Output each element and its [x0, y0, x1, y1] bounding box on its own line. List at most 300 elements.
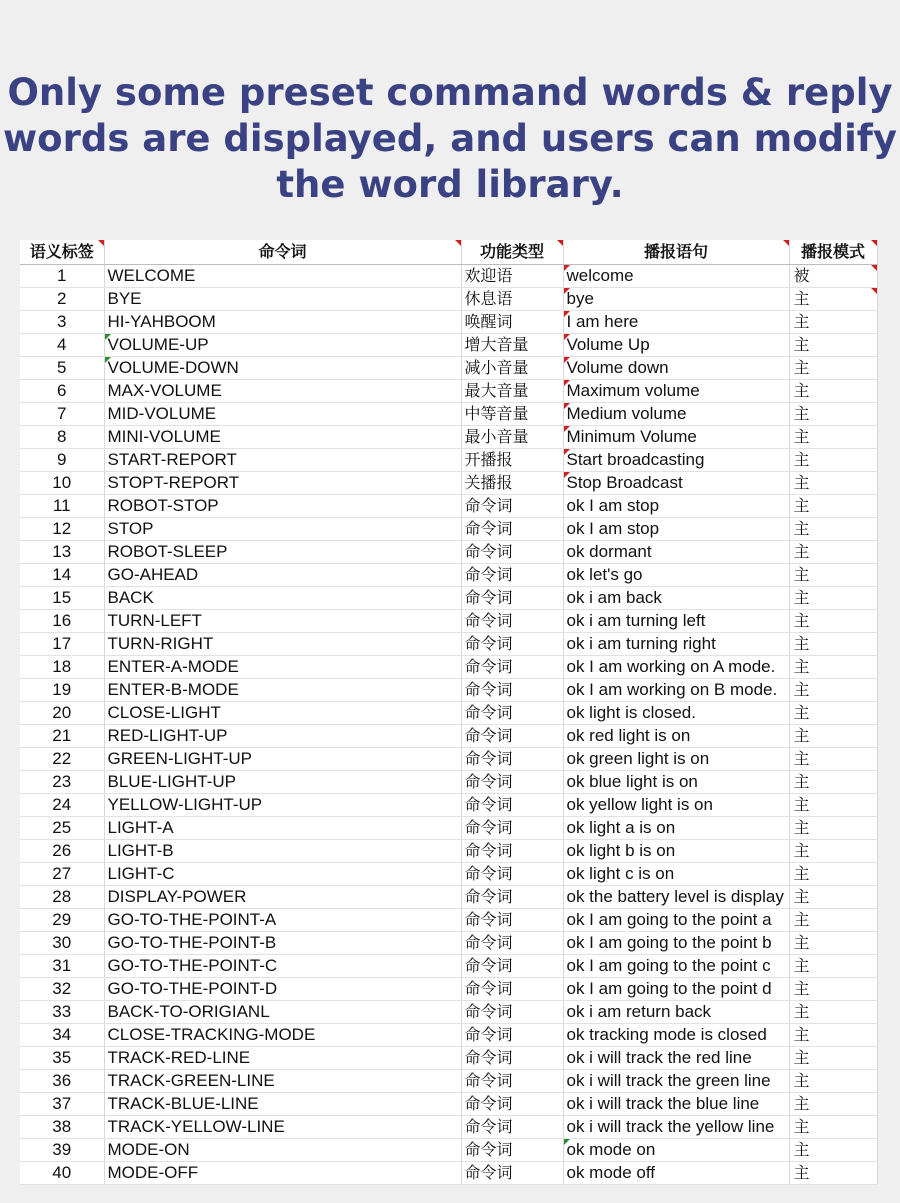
row-index[interactable] — [20, 1162, 104, 1185]
row-index[interactable] — [20, 449, 104, 472]
broadcast-phrase-cell[interactable] — [563, 1116, 789, 1139]
cell-text: 37 — [52, 1094, 72, 1113]
broadcast-mode-cell[interactable] — [789, 932, 877, 955]
row-index[interactable] — [20, 725, 104, 748]
cell-text: START-REPORT — [107, 450, 237, 469]
cell-text: 休息语 — [464, 289, 513, 308]
command-word-cell[interactable] — [104, 541, 461, 564]
broadcast-phrase-cell[interactable] — [563, 311, 789, 334]
row-index[interactable] — [20, 587, 104, 610]
table-row — [20, 725, 877, 748]
table-row — [20, 633, 877, 656]
broadcast-mode-cell[interactable] — [789, 1024, 877, 1047]
cell-text: 26 — [52, 841, 72, 860]
cell-text: 主 — [793, 611, 810, 630]
broadcast-phrase-cell[interactable] — [563, 794, 789, 817]
cell-text: TRACK-BLUE-LINE — [107, 1094, 259, 1113]
function-type-cell[interactable] — [461, 771, 563, 794]
command-word-cell[interactable] — [104, 587, 461, 610]
command-word-cell[interactable] — [104, 449, 461, 472]
broadcast-phrase-cell[interactable] — [563, 403, 789, 426]
command-word-cell[interactable] — [104, 978, 461, 1001]
cell-text: 主 — [793, 749, 810, 768]
table-row — [20, 495, 877, 518]
row-index[interactable] — [20, 357, 104, 380]
broadcast-phrase-cell[interactable] — [563, 840, 789, 863]
command-word-cell[interactable] — [104, 495, 461, 518]
function-type-cell[interactable] — [461, 334, 563, 357]
function-type-cell[interactable] — [461, 909, 563, 932]
broadcast-mode-cell[interactable] — [789, 311, 877, 334]
cell-text: BYE — [107, 289, 142, 308]
headline-line-3: the word library. — [276, 163, 624, 206]
cell-text: 主 — [793, 358, 810, 377]
broadcast-mode-cell[interactable] — [789, 472, 877, 495]
broadcast-mode-cell[interactable] — [789, 380, 877, 403]
command-word-cell[interactable] — [104, 564, 461, 587]
row-index[interactable] — [20, 656, 104, 679]
command-word-cell[interactable] — [104, 311, 461, 334]
broadcast-mode-cell[interactable] — [789, 564, 877, 587]
row-index[interactable] — [20, 886, 104, 909]
command-word-cell[interactable] — [104, 265, 461, 288]
broadcast-phrase-cell[interactable] — [563, 817, 789, 840]
broadcast-mode-cell[interactable] — [789, 702, 877, 725]
command-word-cell[interactable] — [104, 886, 461, 909]
cell-text: 21 — [52, 726, 72, 745]
function-type-cell[interactable] — [461, 357, 563, 380]
command-word-cell[interactable] — [104, 357, 461, 380]
cell-text: 8 — [57, 427, 67, 446]
broadcast-phrase-cell[interactable] — [563, 472, 789, 495]
function-type-cell[interactable] — [461, 656, 563, 679]
header-function-type[interactable]: 功能类型 — [461, 240, 563, 265]
cell-text: 12 — [52, 519, 72, 538]
broadcast-mode-cell[interactable] — [789, 541, 877, 564]
row-index[interactable] — [20, 380, 104, 403]
broadcast-mode-cell[interactable] — [789, 1116, 877, 1139]
cell-text: 2 — [57, 289, 67, 308]
table-row — [20, 265, 877, 288]
header-command-word[interactable]: 命令词 — [104, 240, 461, 265]
cell-text: 主 — [793, 427, 810, 446]
function-type-cell[interactable] — [461, 288, 563, 311]
function-type-cell[interactable] — [461, 633, 563, 656]
row-index[interactable] — [20, 817, 104, 840]
command-word-cell[interactable] — [104, 702, 461, 725]
cell-text: ROBOT-SLEEP — [107, 542, 228, 561]
comment-marker-icon — [564, 288, 570, 294]
command-word-cell[interactable] — [104, 748, 461, 771]
broadcast-mode-cell[interactable] — [789, 1070, 877, 1093]
broadcast-mode-cell[interactable] — [789, 610, 877, 633]
command-word-cell[interactable] — [104, 1024, 461, 1047]
broadcast-mode-cell[interactable] — [789, 909, 877, 932]
row-index[interactable] — [20, 518, 104, 541]
broadcast-mode-cell[interactable] — [789, 357, 877, 380]
broadcast-mode-cell[interactable] — [789, 288, 877, 311]
table-row — [20, 357, 877, 380]
broadcast-phrase-cell[interactable] — [563, 449, 789, 472]
command-word-cell[interactable] — [104, 725, 461, 748]
function-type-cell[interactable] — [461, 610, 563, 633]
cell-text: YELLOW-LIGHT-UP — [107, 795, 263, 814]
function-type-cell[interactable] — [461, 495, 563, 518]
function-type-cell[interactable] — [461, 817, 563, 840]
broadcast-phrase-cell[interactable] — [563, 1024, 789, 1047]
broadcast-mode-cell[interactable] — [789, 771, 877, 794]
row-index[interactable] — [20, 564, 104, 587]
row-index[interactable] — [20, 426, 104, 449]
broadcast-phrase-cell[interactable] — [563, 679, 789, 702]
row-index[interactable] — [20, 679, 104, 702]
broadcast-phrase-cell[interactable] — [563, 265, 789, 288]
cell-text: 39 — [52, 1140, 72, 1159]
broadcast-phrase-cell[interactable] — [563, 656, 789, 679]
function-type-cell[interactable] — [461, 449, 563, 472]
row-index[interactable] — [20, 334, 104, 357]
cell-text: TURN-LEFT — [107, 611, 202, 630]
broadcast-phrase-cell[interactable] — [563, 541, 789, 564]
function-type-cell[interactable] — [461, 564, 563, 587]
table-row — [20, 702, 877, 725]
broadcast-phrase-cell[interactable] — [563, 610, 789, 633]
command-word-cell[interactable] — [104, 334, 461, 357]
cell-text: 命令词 — [464, 1163, 513, 1182]
broadcast-phrase-cell[interactable] — [563, 1162, 789, 1185]
function-type-cell[interactable] — [461, 1024, 563, 1047]
row-index[interactable] — [20, 978, 104, 1001]
row-index[interactable] — [20, 541, 104, 564]
command-word-cell[interactable] — [104, 426, 461, 449]
table-row — [20, 932, 877, 955]
command-word-cell[interactable] — [104, 863, 461, 886]
cell-text: 主 — [793, 1094, 810, 1113]
error-marker-icon — [564, 1139, 570, 1145]
cell-text: 命令词 — [464, 795, 513, 814]
comment-marker-icon — [564, 403, 570, 409]
broadcast-phrase-cell[interactable] — [563, 1093, 789, 1116]
broadcast-mode-cell[interactable] — [789, 495, 877, 518]
broadcast-mode-cell[interactable] — [789, 633, 877, 656]
broadcast-phrase-cell[interactable] — [563, 909, 789, 932]
cell-text: ok light is closed. — [566, 703, 696, 722]
row-index[interactable] — [20, 955, 104, 978]
command-word-cell[interactable] — [104, 472, 461, 495]
broadcast-phrase-cell[interactable] — [563, 357, 789, 380]
broadcast-phrase-cell[interactable] — [563, 748, 789, 771]
cell-text: 命令词 — [464, 634, 513, 653]
cell-text: ok mode on — [566, 1140, 656, 1159]
cell-text: STOPT-REPORT — [107, 473, 240, 492]
comment-marker-icon — [783, 240, 789, 246]
broadcast-phrase-cell[interactable] — [563, 1001, 789, 1024]
function-type-cell[interactable] — [461, 1139, 563, 1162]
command-word-cell[interactable] — [104, 518, 461, 541]
function-type-cell[interactable] — [461, 978, 563, 1001]
command-word-cell[interactable] — [104, 288, 461, 311]
comment-marker-icon — [564, 380, 570, 386]
broadcast-phrase-cell[interactable] — [563, 633, 789, 656]
broadcast-mode-cell[interactable] — [789, 725, 877, 748]
command-word-table — [20, 240, 878, 1185]
table-row — [20, 449, 877, 472]
row-index[interactable] — [20, 863, 104, 886]
broadcast-mode-cell[interactable] — [789, 863, 877, 886]
command-word-cell[interactable] — [104, 840, 461, 863]
cell-text: 20 — [52, 703, 72, 722]
row-index[interactable] — [20, 702, 104, 725]
cell-text: 主 — [793, 1117, 810, 1136]
function-type-cell[interactable] — [461, 702, 563, 725]
cell-text: 命令词 — [464, 611, 513, 630]
broadcast-mode-cell[interactable] — [789, 1001, 877, 1024]
cell-text: ok red light is on — [566, 726, 691, 745]
cell-text: 关播报 — [464, 473, 513, 492]
broadcast-phrase-cell[interactable] — [563, 771, 789, 794]
command-word-cell[interactable] — [104, 1047, 461, 1070]
header-broadcast-mode[interactable]: 播报模式 — [789, 240, 877, 265]
function-type-cell[interactable] — [461, 380, 563, 403]
table-row — [20, 472, 877, 495]
broadcast-mode-cell[interactable] — [789, 587, 877, 610]
broadcast-phrase-cell[interactable] — [563, 702, 789, 725]
header-broadcast-phrase[interactable]: 播报语句 — [563, 240, 789, 265]
command-word-cell[interactable] — [104, 610, 461, 633]
row-index[interactable] — [20, 288, 104, 311]
table-row — [20, 909, 877, 932]
broadcast-phrase-cell[interactable] — [563, 1070, 789, 1093]
broadcast-mode-cell[interactable] — [789, 334, 877, 357]
table-row — [20, 679, 877, 702]
cell-text: I am here — [566, 312, 639, 331]
broadcast-phrase-cell[interactable] — [563, 564, 789, 587]
broadcast-phrase-cell[interactable] — [563, 587, 789, 610]
cell-text: STOP — [107, 519, 154, 538]
function-type-cell[interactable] — [461, 725, 563, 748]
function-type-cell[interactable] — [461, 886, 563, 909]
function-type-cell[interactable] — [461, 472, 563, 495]
command-word-cell[interactable] — [104, 403, 461, 426]
broadcast-mode-cell[interactable] — [789, 1047, 877, 1070]
cell-text: 29 — [52, 910, 72, 929]
cell-text: CLOSE-LIGHT — [107, 703, 221, 722]
row-index[interactable] — [20, 840, 104, 863]
cell-text: TRACK-YELLOW-LINE — [107, 1117, 285, 1136]
command-word-cell[interactable] — [104, 909, 461, 932]
error-marker-icon — [105, 334, 111, 340]
cell-text: ok I am stop — [566, 519, 660, 538]
function-type-cell[interactable] — [461, 587, 563, 610]
function-type-cell[interactable] — [461, 932, 563, 955]
broadcast-mode-cell[interactable] — [789, 794, 877, 817]
broadcast-mode-cell[interactable] — [789, 978, 877, 1001]
comment-marker-icon — [564, 426, 570, 432]
broadcast-phrase-cell[interactable] — [563, 495, 789, 518]
row-index[interactable] — [20, 610, 104, 633]
cell-text: 16 — [52, 611, 72, 630]
cell-text: CLOSE-TRACKING-MODE — [107, 1025, 316, 1044]
table-row — [20, 794, 877, 817]
broadcast-mode-cell[interactable] — [789, 886, 877, 909]
broadcast-mode-cell[interactable] — [789, 656, 877, 679]
broadcast-mode-cell[interactable] — [789, 518, 877, 541]
broadcast-phrase-cell[interactable] — [563, 932, 789, 955]
command-word-cell[interactable] — [104, 1093, 461, 1116]
cell-text: ENTER-B-MODE — [107, 680, 239, 699]
cell-text: WELCOME — [107, 266, 196, 285]
function-type-cell[interactable] — [461, 1047, 563, 1070]
function-type-cell[interactable] — [461, 1070, 563, 1093]
function-type-cell[interactable] — [461, 311, 563, 334]
row-index[interactable] — [20, 1139, 104, 1162]
function-type-cell[interactable] — [461, 1001, 563, 1024]
cell-text: 主 — [793, 496, 810, 515]
function-type-cell[interactable] — [461, 265, 563, 288]
broadcast-mode-cell[interactable] — [789, 679, 877, 702]
broadcast-phrase-cell[interactable] — [563, 1047, 789, 1070]
cell-text: 主 — [793, 1002, 810, 1021]
header-semantic-tag[interactable]: 语义标签 — [20, 240, 104, 265]
cell-text: 13 — [52, 542, 72, 561]
broadcast-phrase-cell[interactable] — [563, 955, 789, 978]
function-type-cell[interactable] — [461, 679, 563, 702]
row-index[interactable] — [20, 403, 104, 426]
broadcast-phrase-cell[interactable] — [563, 1139, 789, 1162]
row-index[interactable] — [20, 311, 104, 334]
cell-text: Medium volume — [566, 404, 687, 423]
broadcast-mode-cell[interactable] — [789, 1162, 877, 1185]
command-word-cell[interactable] — [104, 1070, 461, 1093]
cell-text: RED-LIGHT-UP — [107, 726, 228, 745]
table-row — [20, 1139, 877, 1162]
broadcast-mode-cell[interactable] — [789, 265, 877, 288]
row-index[interactable] — [20, 1001, 104, 1024]
broadcast-mode-cell[interactable] — [789, 1093, 877, 1116]
row-index[interactable] — [20, 1116, 104, 1139]
table-row — [20, 1024, 877, 1047]
cell-text: 5 — [57, 358, 67, 377]
cell-text: ok i will track the yellow line — [566, 1117, 775, 1136]
cell-text: 主 — [793, 1025, 810, 1044]
broadcast-mode-cell[interactable] — [789, 449, 877, 472]
command-word-cell[interactable] — [104, 794, 461, 817]
cell-text: ok yellow light is on — [566, 795, 713, 814]
row-index[interactable] — [20, 909, 104, 932]
cell-text: ok let's go — [566, 565, 643, 584]
command-word-cell[interactable] — [104, 932, 461, 955]
row-index[interactable] — [20, 265, 104, 288]
command-word-cell[interactable] — [104, 380, 461, 403]
cell-text: ok I am working on B mode. — [566, 680, 778, 699]
function-type-cell[interactable] — [461, 748, 563, 771]
cell-text: 15 — [52, 588, 72, 607]
cell-text: 主 — [793, 657, 810, 676]
table-row — [20, 748, 877, 771]
command-word-cell[interactable] — [104, 679, 461, 702]
command-word-cell[interactable] — [104, 771, 461, 794]
command-word-cell[interactable] — [104, 1116, 461, 1139]
command-word-cell[interactable] — [104, 955, 461, 978]
row-index[interactable] — [20, 794, 104, 817]
function-type-cell[interactable] — [461, 840, 563, 863]
row-index[interactable] — [20, 1070, 104, 1093]
row-index[interactable] — [20, 1024, 104, 1047]
broadcast-mode-cell[interactable] — [789, 748, 877, 771]
function-type-cell[interactable] — [461, 541, 563, 564]
broadcast-mode-cell[interactable] — [789, 403, 877, 426]
row-index[interactable] — [20, 472, 104, 495]
function-type-cell[interactable] — [461, 794, 563, 817]
function-type-cell[interactable] — [461, 955, 563, 978]
cell-text: GO-TO-THE-POINT-A — [107, 910, 277, 929]
cell-text: 命令词 — [464, 1002, 513, 1021]
broadcast-phrase-cell[interactable] — [563, 978, 789, 1001]
command-word-cell[interactable] — [104, 1162, 461, 1185]
broadcast-mode-cell[interactable] — [789, 1139, 877, 1162]
command-word-cell[interactable] — [104, 633, 461, 656]
row-index[interactable] — [20, 1047, 104, 1070]
cell-text: 命令词 — [464, 1117, 513, 1136]
broadcast-mode-cell[interactable] — [789, 426, 877, 449]
cell-text: 命令词 — [464, 933, 513, 952]
function-type-cell[interactable] — [461, 426, 563, 449]
row-index[interactable] — [20, 771, 104, 794]
cell-text: ok i am back — [566, 588, 662, 607]
row-index[interactable] — [20, 1093, 104, 1116]
broadcast-phrase-cell[interactable] — [563, 426, 789, 449]
broadcast-mode-cell[interactable] — [789, 817, 877, 840]
comment-marker-icon — [871, 240, 877, 246]
broadcast-phrase-cell[interactable] — [563, 380, 789, 403]
function-type-cell[interactable] — [461, 1093, 563, 1116]
function-type-cell[interactable] — [461, 1116, 563, 1139]
row-index[interactable] — [20, 932, 104, 955]
cell-text: 命令词 — [464, 519, 513, 538]
cell-text: 主 — [793, 841, 810, 860]
broadcast-mode-cell[interactable] — [789, 955, 877, 978]
row-index[interactable] — [20, 633, 104, 656]
broadcast-phrase-cell[interactable] — [563, 725, 789, 748]
cell-text: ok I am going to the point b — [566, 933, 772, 952]
broadcast-phrase-cell[interactable] — [563, 334, 789, 357]
cell-text: 主 — [793, 381, 810, 400]
cell-text: 17 — [52, 634, 72, 653]
command-word-cell[interactable] — [104, 817, 461, 840]
command-word-cell[interactable] — [104, 656, 461, 679]
cell-text: 命令词 — [464, 588, 513, 607]
function-type-cell[interactable] — [461, 403, 563, 426]
table-row — [20, 863, 877, 886]
command-word-cell[interactable] — [104, 1001, 461, 1024]
table-row — [20, 771, 877, 794]
function-type-cell[interactable] — [461, 1162, 563, 1185]
table-row — [20, 426, 877, 449]
broadcast-phrase-cell[interactable] — [563, 288, 789, 311]
broadcast-phrase-cell[interactable] — [563, 863, 789, 886]
command-word-cell[interactable] — [104, 1139, 461, 1162]
cell-text: 命令词 — [464, 496, 513, 515]
broadcast-phrase-cell[interactable] — [563, 886, 789, 909]
broadcast-phrase-cell[interactable] — [563, 518, 789, 541]
broadcast-mode-cell[interactable] — [789, 840, 877, 863]
row-index[interactable] — [20, 748, 104, 771]
function-type-cell[interactable] — [461, 518, 563, 541]
row-index[interactable] — [20, 495, 104, 518]
cell-text: 30 — [52, 933, 72, 952]
cell-text: 命令词 — [464, 657, 513, 676]
function-type-cell[interactable] — [461, 863, 563, 886]
